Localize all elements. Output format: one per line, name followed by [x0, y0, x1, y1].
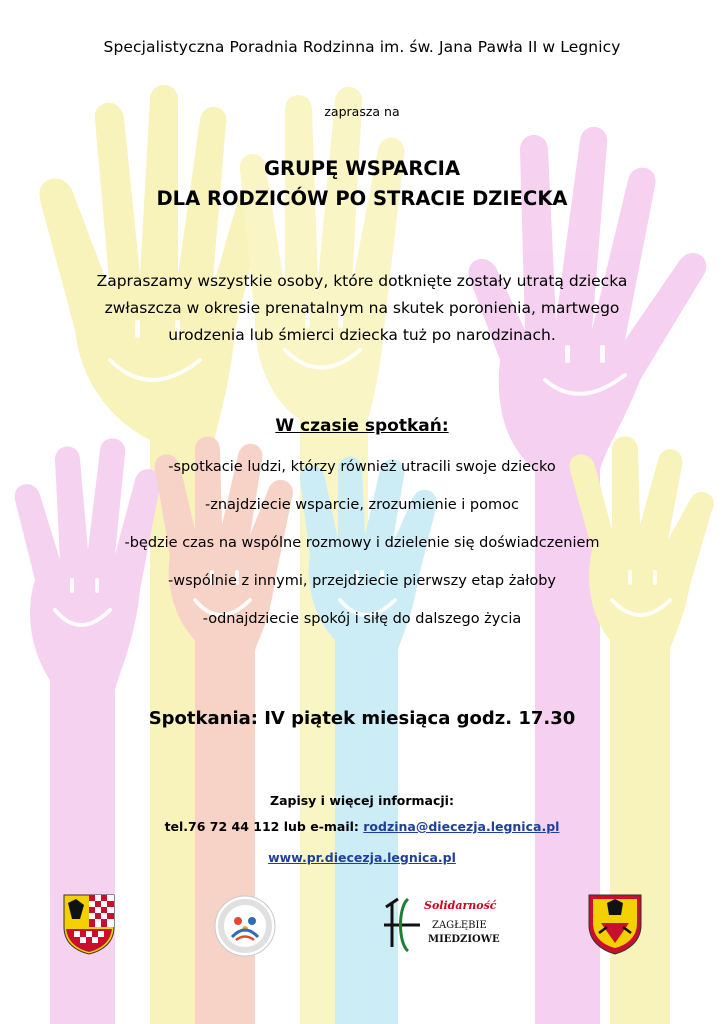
solidarnosc-wordmark: Solidarność — [424, 899, 497, 912]
contact-heading: Zapisy i więcej informacji: — [270, 793, 454, 808]
schedule-text: Spotkania: IV piątek miesiąca godz. 17.30 — [148, 708, 576, 729]
list-item: -wspólnie z innymi, przejdziecie pierwszy etap żałoby — [167, 573, 556, 589]
intro-line-2: zwłaszcza w okresie prenatalnym na skutek poronienia, martwego — [104, 299, 620, 317]
email-link[interactable]: rodzina@diecezja.legnica.pl — [363, 819, 560, 834]
coat-of-arms-eagle-icon — [62, 893, 116, 955]
meetings-list — [0, 456, 724, 646]
website-link[interactable]: www.pr.diecezja.legnica.pl — [268, 850, 456, 865]
intro-line-3: urodzenia lub śmierci dziecka tuż po narodzinach. — [168, 326, 556, 344]
list-item: -będzie czas na wspólne rozmowy i dzielenie się doświadczeniem — [124, 535, 600, 551]
list-item: -odnajdziecie spokój i siłę do dalszego życia — [202, 611, 522, 627]
invite-text: zaprasza na — [324, 104, 400, 119]
phone-text: tel.76 72 44 112 lub e-mail: — [164, 819, 364, 834]
title-line-1: GRUPĘ WSPARCIA — [263, 157, 461, 180]
website-line — [0, 850, 724, 865]
title-line-2: DLA RODZICÓW PO STRACIE DZIECKA — [156, 187, 568, 210]
family-ministry-logo-icon — [212, 893, 278, 959]
list-item: -spotkacie ludzi, którzy również utracili swoje dziecko — [168, 459, 556, 475]
meetings-heading: W czasie spotkań: — [275, 416, 449, 436]
solidarnosc-region-1: ZAGŁĘBIE — [432, 920, 487, 931]
solidarnosc-region-2: MIEDZIOWE — [428, 934, 500, 945]
contact-block — [0, 788, 724, 840]
poster-title — [0, 154, 724, 214]
crossed-hammers-icon — [380, 893, 424, 955]
list-item: -znajdziecie wsparcie, zrozumienie i pomoc — [205, 497, 519, 513]
organization-name: Specjalistyczna Poradnia Rodzinna im. św. Jana Pawła II w Legnicy — [103, 38, 621, 56]
contact-line — [0, 814, 724, 840]
coat-of-arms-shield-icon — [587, 893, 643, 955]
intro-line-1: Zapraszamy wszystkie osoby, które dotknięte zostały utratą dziecka — [96, 272, 628, 290]
solidarnosc-logo — [380, 893, 502, 955]
intro-paragraph — [40, 268, 684, 349]
